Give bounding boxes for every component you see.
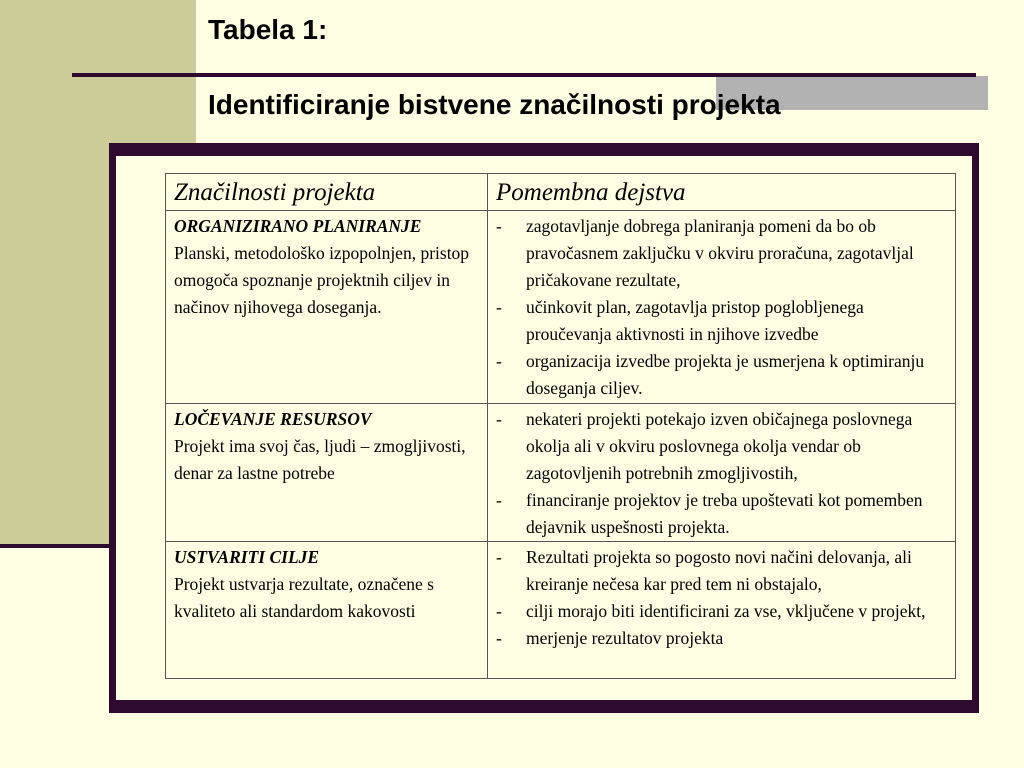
characteristic-description: Projekt ima svoj čas, ljudi – zmogljivosti, denar za lastne potrebe — [174, 436, 466, 483]
dash-marker: - — [496, 216, 502, 236]
fact-item — [496, 294, 947, 348]
dash-marker: - — [496, 351, 502, 371]
characteristic-heading: LOČEVANJE RESURSOV — [174, 409, 372, 429]
characteristic-cell — [166, 404, 488, 542]
table-row — [166, 542, 956, 679]
left-band-rule — [0, 544, 112, 548]
dash-marker: - — [496, 628, 502, 648]
table-row — [166, 404, 956, 542]
facts-list — [496, 406, 947, 541]
fact-item — [496, 348, 947, 402]
fact-text: Rezultati projekta so pogosto novi načini delovanja, ali kreiranje nečesa kar pred tem ni obstajalo, — [526, 547, 912, 594]
fact-text: organizacija izvedbe projekta je usmerjena k optimiranju doseganja ciljev. — [526, 351, 925, 398]
fact-text: učinkovit plan, zagotavlja pristop poglobljenega proučevanja aktivnosti in njihove izvedbe — [526, 297, 864, 344]
characteristics-table — [165, 173, 956, 679]
fact-item — [496, 598, 947, 625]
table-header-row — [166, 174, 956, 211]
table-row — [166, 211, 956, 404]
characteristic-description: Projekt ustvarja rezultate, označene s kvaliteto ali standardom kakovosti — [174, 574, 434, 621]
characteristic-heading: USTVARITI CILJE — [174, 547, 320, 567]
header-characteristics: Značilnosti projekta — [166, 174, 488, 211]
fact-text: nekateri projekti potekajo izven običajnega poslovnega okolja ali v okviru poslovnega okolja vendar ob zagotovljenih potrebnih zmogljivostih, — [526, 409, 913, 483]
facts-list — [496, 213, 947, 402]
facts-list — [496, 544, 947, 652]
characteristic-heading: ORGANIZIRANO PLANIRANJE — [174, 216, 422, 236]
title-divider — [72, 73, 976, 77]
slide-title: Tabela 1: — [208, 14, 328, 45]
table-frame — [109, 143, 979, 713]
table-frame-inner — [116, 156, 972, 700]
dash-marker: - — [496, 490, 502, 510]
fact-item — [496, 406, 947, 487]
fact-item — [496, 625, 947, 652]
fact-text: cilji morajo biti identificirani za vse, vključene v projekt, — [526, 601, 926, 621]
slide-subtitle: Identificiranje bistvene značilnosti projekta — [208, 89, 781, 120]
fact-text: merjenje rezultatov projekta — [526, 628, 724, 648]
facts-cell — [488, 542, 956, 679]
fact-text: financiranje projektov je treba upoštevati kot pomemben dejavnik uspešnosti projekta. — [526, 490, 923, 537]
fact-item — [496, 487, 947, 541]
fact-text: zagotavljanje dobrega planiranja pomeni da bo ob pravočasnem zaključku v okviru proračuna, zagotavljal pričakovane rezultate, — [526, 216, 914, 290]
dash-marker: - — [496, 297, 502, 317]
header-important-facts: Pomembna dejstva — [488, 174, 956, 211]
fact-item — [496, 544, 947, 598]
characteristic-cell — [166, 211, 488, 404]
dash-marker: - — [496, 547, 502, 567]
dash-marker: - — [496, 601, 502, 621]
facts-cell — [488, 211, 956, 404]
dash-marker: - — [496, 409, 502, 429]
characteristic-description: Planski, metodološko izpopolnjen, pristop omogoča spoznanje projektnih ciljev in načinov njihovega doseganja. — [174, 243, 470, 317]
characteristic-cell — [166, 542, 488, 679]
facts-cell — [488, 404, 956, 542]
fact-item — [496, 213, 947, 294]
